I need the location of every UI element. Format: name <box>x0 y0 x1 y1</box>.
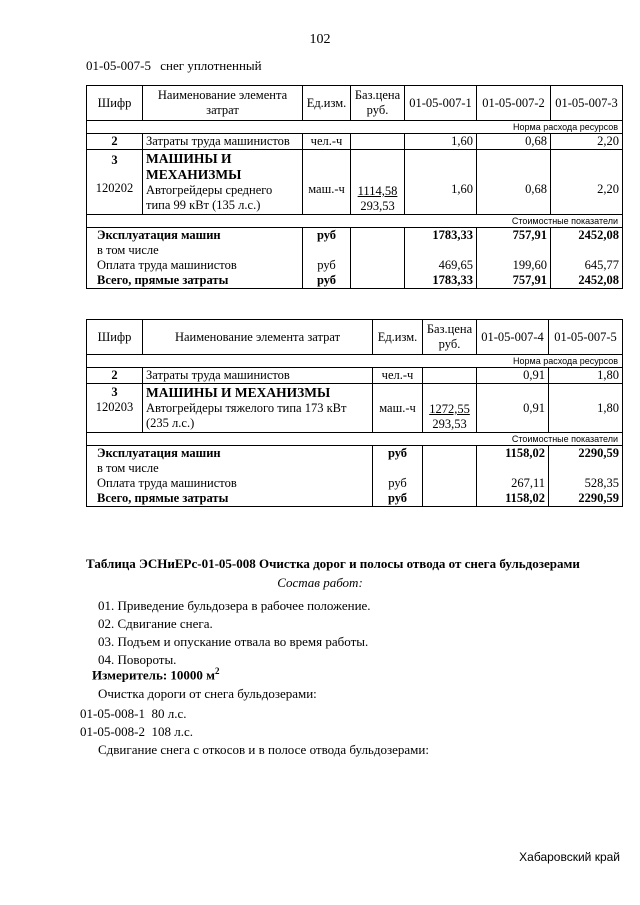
list-item <box>80 724 193 740</box>
table-row <box>87 476 623 491</box>
work-item: 03. Подъем и опускание отвала во время работы. <box>98 634 369 649</box>
section-cost: Стоимостные показатели <box>87 433 623 446</box>
measurer <box>92 666 220 683</box>
machines-title: МАШИНЫ И МЕХАНИЗМЫ <box>146 151 242 182</box>
machines-name: Автогрейдеры среднего типа 99 кВт (135 л.с.) <box>146 183 273 212</box>
row-value: 267,11 <box>477 476 549 491</box>
row-price <box>351 273 405 289</box>
section-row <box>87 215 623 228</box>
row-value: 1,80 <box>549 368 623 384</box>
clean-road-text: Очистка дороги от снега бульдозерами: <box>98 686 317 701</box>
section-norms: Норма расхода ресурсов <box>87 355 623 368</box>
header-col: 01-05-007-4 <box>477 320 549 355</box>
row-unit: руб <box>303 258 351 273</box>
table-header-row <box>87 320 623 355</box>
row-value <box>549 461 623 476</box>
row-name: Затраты труда машинистов <box>143 134 303 150</box>
row-value: 645,77 <box>551 258 623 273</box>
row-value: 2290,59 <box>549 446 623 462</box>
table-row <box>87 446 623 462</box>
section-cost: Стоимостные показатели <box>87 215 623 228</box>
row-value: 0,68 <box>477 150 551 215</box>
price-value: 1272,55 <box>429 402 470 416</box>
header-price: Баз.цена руб. <box>351 86 405 121</box>
row-code <box>87 384 143 433</box>
row-unit: руб <box>303 273 351 289</box>
row-unit: руб <box>373 476 423 491</box>
machines-subcode: 120202 <box>95 181 134 195</box>
row-name <box>143 384 373 433</box>
row-code <box>87 150 143 215</box>
machines-title: МАШИНЫ И МЕХАНИЗМЫ <box>146 385 331 400</box>
rates-table-2 <box>86 319 623 507</box>
row-value: 1,60 <box>405 150 477 215</box>
row-value: 2,20 <box>551 150 623 215</box>
row-value: 199,60 <box>477 258 551 273</box>
price-value: 1114,58 <box>357 184 398 198</box>
row-value <box>477 243 551 258</box>
header-col: 01-05-007-2 <box>477 86 551 121</box>
row-value: 2,20 <box>551 134 623 150</box>
header-price: Баз.цена руб. <box>423 320 477 355</box>
row-code: 2 <box>87 368 143 384</box>
row-price <box>423 368 477 384</box>
row-price <box>351 134 405 150</box>
item-code: 01-05-008-1 <box>80 706 145 721</box>
table-row <box>87 384 623 433</box>
table-row <box>87 368 623 384</box>
row-value: 528,35 <box>549 476 623 491</box>
row-value <box>477 461 549 476</box>
table-row <box>87 491 623 507</box>
row-value: 2290,59 <box>549 491 623 507</box>
rates-table-1 <box>86 85 623 289</box>
row-price <box>351 228 405 244</box>
machines-code: 3 <box>111 153 118 167</box>
header-col: 01-05-007-5 <box>549 320 623 355</box>
header-col: 01-05-007-1 <box>405 86 477 121</box>
row-unit: маш.-ч <box>373 384 423 433</box>
row-unit <box>373 461 423 476</box>
row-price <box>351 243 405 258</box>
table-row <box>87 461 623 476</box>
row-value: 0,91 <box>477 384 549 433</box>
footer-region: Хабаровский край <box>519 850 620 864</box>
row-name: в том числе <box>87 243 303 258</box>
row-name: Всего, прямые затраты <box>87 273 303 289</box>
row-unit: руб <box>373 446 423 462</box>
row-name <box>143 150 303 215</box>
item-text: 108 л.с. <box>151 724 194 739</box>
row-name: Оплата труда машинистов <box>87 258 303 273</box>
table-row <box>87 273 623 289</box>
row-price <box>423 491 477 507</box>
subtitle <box>86 58 262 74</box>
row-name: Оплата труда машинистов <box>87 476 373 491</box>
section-norms: Норма расхода ресурсов <box>87 121 623 134</box>
row-value <box>551 243 623 258</box>
row-name: Затраты труда машинистов <box>143 368 373 384</box>
price-wage: 293,53 <box>432 417 467 431</box>
row-price <box>423 384 477 433</box>
row-value: 0,68 <box>477 134 551 150</box>
section-row <box>87 355 623 368</box>
row-price <box>423 476 477 491</box>
machines-name: Автогрейдеры тяжелого типа 173 кВт (235 л.с.) <box>146 401 347 430</box>
row-price <box>423 446 477 462</box>
subtitle-text: снег уплотненный <box>160 58 262 73</box>
item-code: 01-05-008-2 <box>80 724 145 739</box>
row-price <box>351 258 405 273</box>
row-name: Всего, прямые затраты <box>87 491 373 507</box>
row-price <box>423 461 477 476</box>
work-item: 01. Приведение бульдозера в рабочее положение. <box>98 598 371 613</box>
machines-subcode: 120203 <box>95 400 134 414</box>
table-row <box>87 243 623 258</box>
row-value: 1,80 <box>549 384 623 433</box>
composition-label: Состав работ: <box>277 575 363 590</box>
header-name: Наименование элемента затрат <box>143 320 373 355</box>
row-value: 2452,08 <box>551 228 623 244</box>
row-unit: чел.-ч <box>303 134 351 150</box>
table-header-row <box>87 86 623 121</box>
row-name: Эксплуатация машин <box>87 228 303 244</box>
work-item: 04. Повороты. <box>98 652 177 667</box>
table-title: Таблица ЭСНиЕРс-01-05-008 Очистка дорог и полосы отвода от снега бульдозерами <box>86 556 580 571</box>
table-row <box>87 258 623 273</box>
page-number: 102 <box>309 32 331 47</box>
row-value: 757,91 <box>477 273 551 289</box>
machines-code: 3 <box>111 385 118 399</box>
section-row <box>87 433 623 446</box>
row-name: в том числе <box>87 461 373 476</box>
row-unit: чел.-ч <box>373 368 423 384</box>
table-row <box>87 228 623 244</box>
measurer-sup: 2 <box>215 666 220 676</box>
row-name: Эксплуатация машин <box>87 446 373 462</box>
row-value: 0,91 <box>477 368 549 384</box>
row-code: 2 <box>87 134 143 150</box>
row-value: 1783,33 <box>405 228 477 244</box>
header-name: Наименование элемента затрат <box>143 86 303 121</box>
subtitle-code: 01-05-007-5 <box>86 58 151 73</box>
row-value <box>405 243 477 258</box>
row-unit: руб <box>303 228 351 244</box>
row-value: 757,91 <box>477 228 551 244</box>
row-unit: руб <box>373 491 423 507</box>
row-price <box>351 150 405 215</box>
work-item: 02. Сдвигание снега. <box>98 616 213 631</box>
slope-text: Сдвигание снега с откосов и в полосе отвода бульдозерами: <box>98 742 429 757</box>
row-value: 1158,02 <box>477 491 549 507</box>
section-row <box>87 121 623 134</box>
row-unit: маш.-ч <box>303 150 351 215</box>
price-wage: 293,53 <box>360 199 395 213</box>
row-unit <box>303 243 351 258</box>
item-text: 80 л.с. <box>151 706 187 721</box>
header-unit: Ед.изм. <box>303 86 351 121</box>
row-value: 2452,08 <box>551 273 623 289</box>
row-value: 1,60 <box>405 134 477 150</box>
header-code: Шифр <box>87 86 143 121</box>
header-col: 01-05-007-3 <box>551 86 623 121</box>
row-value: 1158,02 <box>477 446 549 462</box>
measurer-label: Измеритель: 10000 м <box>92 667 216 683</box>
table-row <box>87 134 623 150</box>
row-value: 469,65 <box>405 258 477 273</box>
header-code: Шифр <box>87 320 143 355</box>
header-unit: Ед.изм. <box>373 320 423 355</box>
list-item <box>80 706 187 722</box>
table-row <box>87 150 623 215</box>
row-value: 1783,33 <box>405 273 477 289</box>
